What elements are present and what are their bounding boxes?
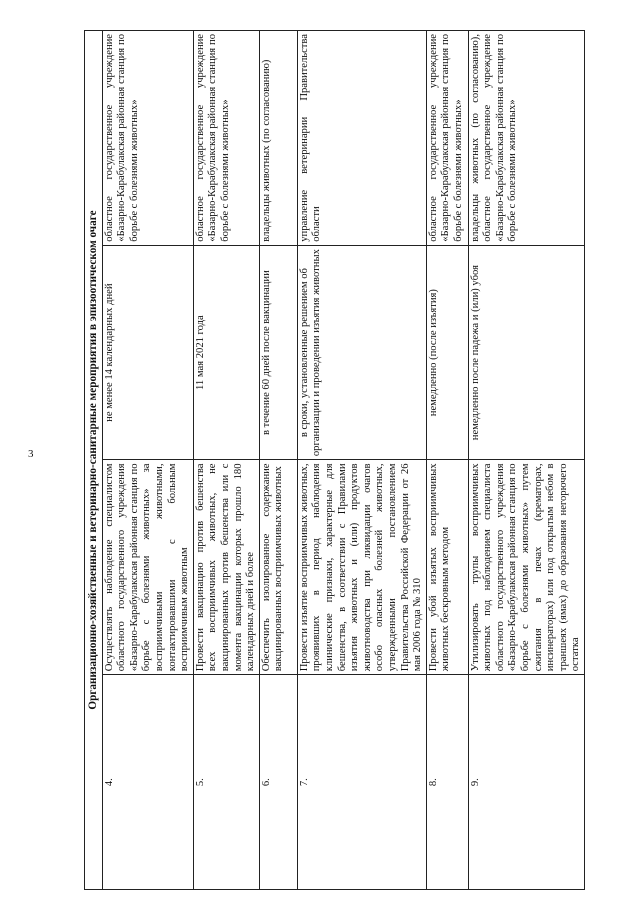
row-number: 6. <box>259 675 297 890</box>
term-cell: 11 мая 2021 года <box>193 245 259 460</box>
responsible-cell: областное государственное учреждение «Базарно-Карабулакская районная станция по борьбе с болезнями животных» <box>193 31 259 246</box>
table-row <box>426 31 468 890</box>
responsible-cell: областное государственное учреждение «Базарно-Карабулакская районная станция по борьбе с болезнями животных» <box>102 31 193 246</box>
task-cell: Утилизировать трупы восприимчивых животных под наблюдением специалиста областного государственного учреждения «Базарно-Карабулакская районная станция по борьбе с болезнями животных» путем сжигания в печах (крематорах, инсинераторах) или под открытым небом в траншеях (ямах) до образования негорючего остатка <box>468 460 584 675</box>
task-cell: Провести убой изъятых восприимчивых животных бескровным методом <box>426 460 468 675</box>
row-number: 8. <box>426 675 468 890</box>
table-row <box>468 31 584 890</box>
table-row <box>193 31 259 890</box>
task-cell: Осуществлять наблюдение специалистом областного государственного учреждения «Базарно-Карабулакская районная станция по борьбе с болезнями животных» за восприимчивыми животными, контактировавшими с больным восприимчивым животным <box>102 460 193 675</box>
table-row <box>297 31 426 890</box>
responsible-cell: владельцы животных (по согласованию), областное государственное учреждение «Базарно-Карабулакская районная станция по борьбе с болезнями животных» <box>468 31 584 246</box>
table-row <box>259 31 297 890</box>
section-title: Организационно-хозяйственные и ветеринарно-санитарные мероприятия в эпизоотическом очаге <box>85 31 103 890</box>
responsible-cell: владельцы животных (по согласованию) <box>259 31 297 246</box>
task-cell: Провести изъятие восприимчивых животных, проявивших в период наблюдения клинические признаки, характерные для бешенства, в соответствии с Правилами изъятия животных и (или) продуктов животноводства при ликвидации очагов особо опасных болезней животных, утвержденными постановлением Правительства Российской Федерации от 26 мая 2006 года № 310 <box>297 460 426 675</box>
term-cell: немедленно (после изъятия) <box>426 245 468 460</box>
responsible-cell: управление ветеринарии Правительства области <box>297 31 426 246</box>
row-number: 9. <box>468 675 584 890</box>
term-cell: немедленно после падежа и (или) убоя <box>468 245 584 460</box>
row-number: 5. <box>193 675 259 890</box>
section-header-row <box>85 31 103 890</box>
table-row <box>102 31 193 890</box>
term-cell: в течение 60 дней после вакцинации <box>259 245 297 460</box>
rotated-page-content <box>84 30 604 890</box>
responsible-cell: областное государственное учреждение «Базарно-Карабулакская районная станция по борьбе с болезнями животных» <box>426 31 468 246</box>
term-cell: в сроки, установленные решением об организации и проведении изъятия животных <box>297 245 426 460</box>
task-cell: Обеспечить изолированное содержание вакцинированных восприимчивых животных <box>259 460 297 675</box>
term-cell: не менее 14 календарных дней <box>102 245 193 460</box>
task-cell: Провести вакцинацию против бешенства всех восприимчивых животных, не вакцинированных против бешенства или с момента вакцинации которых прошло 180 календарных дней и более <box>193 460 259 675</box>
page-number: 3 <box>28 448 34 460</box>
measures-table <box>84 30 585 890</box>
row-number: 4. <box>102 675 193 890</box>
row-number: 7. <box>297 675 426 890</box>
